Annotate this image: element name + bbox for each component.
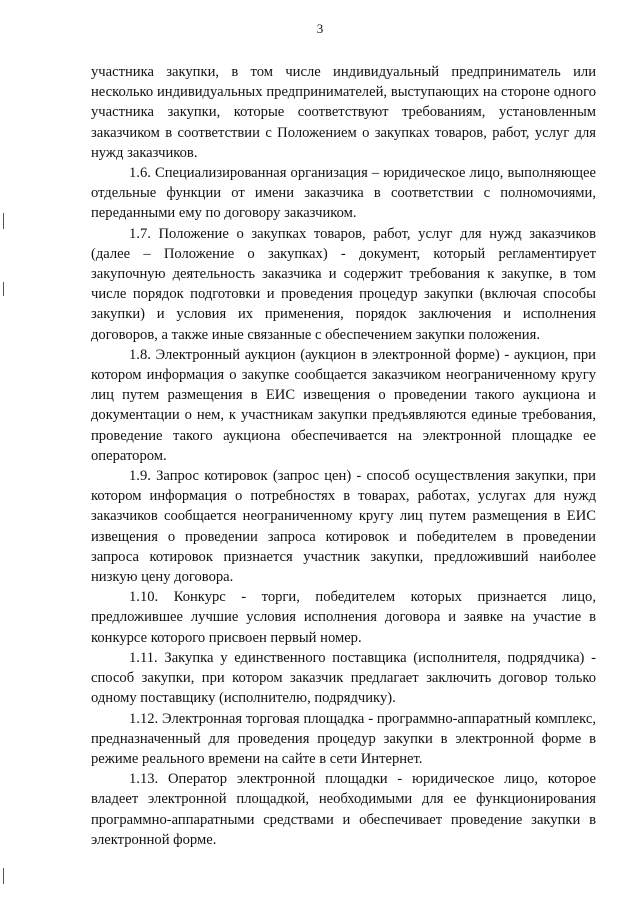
paragraph-1-13: 1.13. Оператор электронной площадки - юридическое лицо, которое владеет электронной площадкой, необходимыми для ее функционирования программно-аппаратными средствами и обеспечивает проведение закупки в электронной форме.: [91, 771, 596, 848]
paragraph-1-7: 1.7. Положение о закупках товаров, работ, услуг для нужд заказчиков (далее – Положение о закупках) - документ, который регламентирует закупочную деятельность заказчика и содержит требования к закупке, в том числе порядок подготовки и проведения процедур закупки (включая способы закупки) и условия их применения, порядок заключения и исполнения договоров, а также иные связанные с обеспечением закупки положения.: [91, 225, 596, 343]
scan-edge-mark: [3, 868, 4, 884]
scan-edge-mark: [3, 213, 4, 229]
paragraph-1-8: 1.8. Электронный аукцион (аукцион в электронной форме) - аукцион, при котором информация о закупке сообщается заказчиком неограниченному кругу лиц путем размещения в ЕИС извещения о проведении такого аукциона и документации о нем, к участникам закупки предъявляются единые требования, проведение такого аукциона обеспечивается на электронной площадке ее оператором.: [91, 346, 596, 464]
paragraph-1-9: 1.9. Запрос котировок (запрос цен) - способ осуществления закупки, при котором информация о потребностях в товарах, работах, услугах для нужд заказчиков сообщается неограниченному кругу лиц путем размещения в ЕИС извещения о проведении запроса котировок и победителем в проведении запроса котировок признается участник закупки, предложивший наиболее низкую цену договора.: [91, 468, 596, 586]
paragraph-continued: участника закупки, в том числе индивидуальный предприниматель или несколько индивидуальных предпринимателей, выступающих на стороне одного участника закупки, которые соответствуют требованиям, установленным заказчиком в соответствии с Положением о закупках товаров, работ, услуг для нужд заказчиков.: [91, 64, 596, 161]
paragraph-1-6: 1.6. Специализированная организация – юридическое лицо, выполняющее отдельные функции от имени заказчика в соответствии с полномочиями, переданными ему по договору заказчиком.: [91, 165, 596, 222]
page-number: 3: [316, 21, 324, 36]
paragraph-1-10: 1.10. Конкурс - торги, победителем которых признается лицо, предложившее лучшие условия исполнения договора и заявке на участие в конкурсе которого присвоен первый номер.: [91, 589, 596, 646]
paragraph-1-11: 1.11. Закупка у единственного поставщика (исполнителя, подрядчика) - способ закупки, при котором заказчик предлагает заключить договор только одному поставщику (исполнителю, подрядчику).: [91, 649, 596, 707]
document-body: [91, 62, 596, 850]
scan-edge-mark: [3, 282, 4, 296]
paragraph-1-12: 1.12. Электронная торговая площадка - программно-аппаратный комплекс, предназначенный для проведения процедур закупки в электронной форме в режиме реального времени на сайте в сети Интернет.: [91, 710, 596, 767]
